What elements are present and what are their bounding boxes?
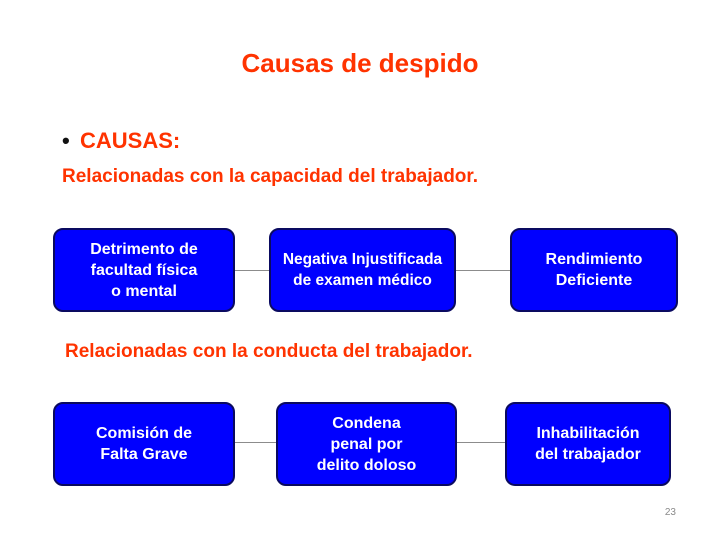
connector-line — [456, 442, 506, 443]
section-heading-capacidad: Relacionadas con la capacidad del trabajador. — [62, 166, 479, 187]
connector-line — [455, 270, 511, 271]
bullet-causas — [62, 128, 180, 154]
connector-line — [234, 270, 270, 271]
section-heading-conducta: Relacionadas con la conducta del trabajador. — [65, 341, 473, 362]
box-rendimiento-deficiente: Rendimiento Deficiente — [510, 228, 678, 312]
box-falta-grave: Comisión de Falta Grave — [53, 402, 235, 486]
bullet-dot-icon: • — [62, 128, 70, 153]
box-negativa-examen: Negativa Injustificada de examen médico — [269, 228, 456, 312]
box-condena-penal: Condena penal por delito doloso — [276, 402, 457, 486]
slide-title: Causas de despido — [241, 48, 479, 78]
connector-line — [234, 442, 276, 443]
page-number: 23 — [664, 507, 676, 518]
box-detrimento-facultad: Detrimento de facultad física o mental — [53, 228, 235, 312]
bullet-label: CAUSAS: — [80, 128, 181, 153]
box-inhabilitacion: Inhabilitación del trabajador — [505, 402, 671, 486]
